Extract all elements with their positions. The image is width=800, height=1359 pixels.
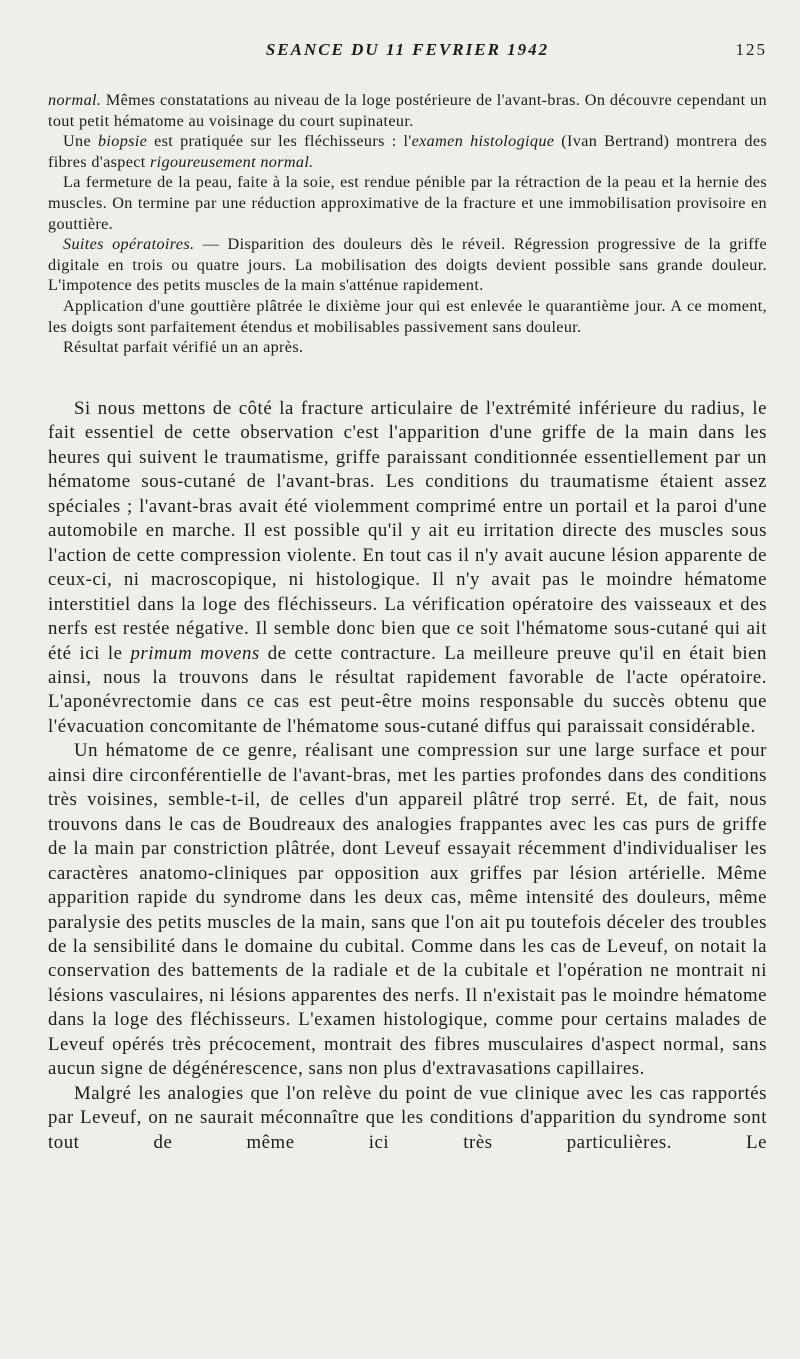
page-number: 125 [735, 40, 767, 59]
case-paragraph: Application d'une gouttière plâtrée le dixième jour qui est enlevée le quarantième jour. A ce moment, les doigts sont parfaitement étendus et mobilisables passivement sans douleur. [48, 296, 767, 336]
case-notes [48, 90, 767, 358]
italic-text: rigoureusement normal. [150, 152, 314, 171]
case-paragraph: Une biopsie est pratiquée sur les fléchisseurs : l'examen histologique (Ivan Bertrand) montrera des fibres d'aspect rigoureusement normal. [48, 132, 768, 171]
case-paragraph: La fermeture de la peau, faite à la soie, est rendue pénible par la rétraction de la peau et la hernie des muscles. On termine par une réduction approximative de la fracture et une immobilisation provisoire en gouttière. [48, 173, 767, 233]
italic-text: biopsie [97, 132, 148, 151]
case-paragraph: Résultat parfait vérifié un an après. [63, 338, 304, 357]
discussion [48, 397, 767, 1155]
italic-text: Suites opératoires. [63, 235, 195, 254]
running-header [48, 40, 767, 64]
body-paragraph: Malgré les analogies que l'on relève du point de vue clinique avec les cas rapportés par Leveuf, on ne saurait méconnaître que les conditions d'apparition du syndrome sont tout de même ici très particulières. Le [48, 1082, 767, 1153]
italic-text: normal. [48, 91, 102, 109]
running-title: SEANCE DU 11 FEVRIER 1942 [265, 40, 550, 59]
italic-text: examen histologique [411, 132, 555, 151]
italic-text: primum movens [130, 642, 260, 664]
case-paragraph: normal. Mêmes constatations au niveau de la loge postérieure de l'avant-bras. On découvre cependant un tout petit hématome au voisinage du court supinateur. [48, 91, 767, 130]
body-paragraph: Un hématome de ce genre, réalisant une compression sur une large surface et pour ainsi dire circonférentielle de l'avant-bras, met les parties profondes dans des conditions très voisines, semble-t-il, de celles d'un appareil plâtré trop serré. Et, de fait, nous trouvons dans le cas de Boudreaux des analogies frappantes avec les cas purs de griffe de la main par constriction plâtrée, dont Leveuf essayait récemment d'individualiser les caractères anatomo-cliniques par opposition aux griffes par lésion artérielle. Même apparition rapide du syndrome dans les deux cas, même intensité des douleurs, même paralysie des petits muscles de la main, sans que l'on ait pu toutefois déceler des troubles de la sensibilité dans le domaine du cubital. Comme dans les cas de Leveuf, on notait la conservation des battements de la radiale et de la cubitale et l'opération ne montrait ni lésions vasculaires, ni lésions apparentes des nerfs. Il n'existait pas le moindre hématome dans la loge des fléchisseurs. L'examen histologique, comme pour certains malades de Leveuf opérés très précocement, montrait des fibres musculaires d'aspect normal, sans aucun signe de dégénérescence, sans non plus d'extravasations capillaires. [48, 740, 767, 1080]
case-paragraph: Suites opératoires. — Disparition des douleurs dès le réveil. Régression progressive de la griffe digitale en trois ou quatre jours. La mobilisation des doigts devient possible sans grande douleur. L'impotence des petits muscles de la main s'atténue rapidement. [48, 235, 767, 295]
body-paragraph: Si nous mettons de côté la fracture articulaire de l'extrémité inférieure du radius, le fait essentiel de cette observation c'est l'apparition d'une griffe de la main dans les heures qui suivent le traumatisme, griffe paraissant conditionnée essentiellement par un hématome sous-cutané de l'avant-bras. Les conditions du traumatisme étaient assez spéciales ; l'avant-bras avait été violemment comprimé entre un portail et la paroi d'une automobile en marche. Il est possible qu'il y ait eu irritation directe des muscles sous l'action de cette compression violente. En tout cas il n'y avait aucune lésion apparente de ceux-ci, ni macroscopique, ni histologique. Il n'y avait pas le moindre hématome interstitiel dans la loge des fléchisseurs. La vérification opératoire des vaisseaux et des nerfs est restée négative. Il semble donc bien que ce soit l'hématome sous-cutané qui ait été ici le primum movens de cette contracture. La meilleure preuve qu'il en était bien ainsi, nous la trouvons dans le résultat rapidement favorable de l'acte opératoire. L'aponévrectomie dans ce cas est peut-être moins responsable du succès obtenu que l'évacuation concomitante de l'hématome sous-cutané diffus qui paraissait considérable. [48, 398, 767, 737]
